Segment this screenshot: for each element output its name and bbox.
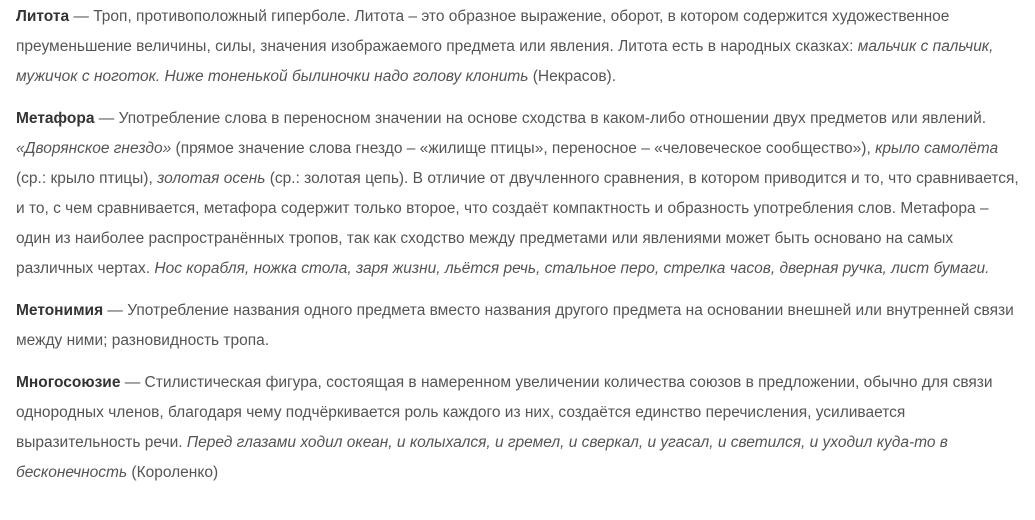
glossary-entry-metonimiya (16, 296, 1025, 356)
glossary-entry-metafora (16, 104, 1025, 284)
entry-text: (прямое значение слова гнездо – «жилище птицы», переносное – «человеческое сообщество»), (171, 140, 876, 157)
entry-text: — Употребление названия одного предмета вместо названия другого предмета на основании внешней или внутренней связи между ними; разновидность тропа. (16, 302, 1014, 349)
entry-example: Нос корабля, ножка стола, заря жизни, льётся речь, стальное перо, стрелка часов, дверная ручка, лист бумаги. (154, 260, 990, 277)
entry-example: Перед глазами ходил океан, и колыхался, и гремел, и сверкал, и угасал, и светился, и уходил куда-то в бесконечность (16, 434, 948, 481)
entry-text: — Троп, противоположный гиперболе. Литота – это образное выражение, оборот, в котором содержится художественное преуменьшение величины, силы, значения изображаемого предмета или явления. Литота есть в народных сказках: (16, 8, 950, 55)
entry-term: Метафора (16, 110, 95, 127)
glossary-entry-mnogosoyuzie (16, 368, 1025, 488)
glossary-entry-litota (16, 2, 1025, 92)
entry-text: (Некрасов). (528, 68, 617, 85)
entry-text: (Короленко) (127, 464, 219, 481)
entry-text: — Стилистическая фигура, состоящая в намеренном увеличении количества союзов в предложении, обычно для связи однородных членов, благодаря чему подчёркивается роль каждого из них, создаётся единство перечисления, усиливается выразительность речи. (16, 374, 993, 451)
entry-term: Литота (16, 8, 70, 25)
entry-term: Метонимия (16, 302, 104, 319)
entry-term: Многосоюзие (16, 374, 121, 391)
entry-example: золотая осень (157, 170, 266, 187)
entry-example: крыло самолёта (875, 140, 999, 157)
entry-text: — Употребление слова в переносном значении на основе сходства в каком-либо отношении двух предметов или явлений. (94, 110, 987, 127)
entry-text: (ср.: золотая цепь). В отличие от двучленного сравнения, в котором приводится и то, что сравнивается, и то, с чем сравнивается, метафора содержит только второе, что создаёт компактность и образность употребления слов. Метафора – один из наиболее распространённых тропов, так как сходство между предметами или явлениями может быть основано на самых различных чертах. (16, 170, 1019, 277)
entry-example: «Дворянское гнездо» (16, 140, 172, 157)
entry-text: (ср.: крыло птицы), (16, 170, 158, 187)
entry-example: мальчик с пальчик, мужичок с ноготок. Ниже тоненькой былиночки надо голову клонить (16, 38, 994, 85)
